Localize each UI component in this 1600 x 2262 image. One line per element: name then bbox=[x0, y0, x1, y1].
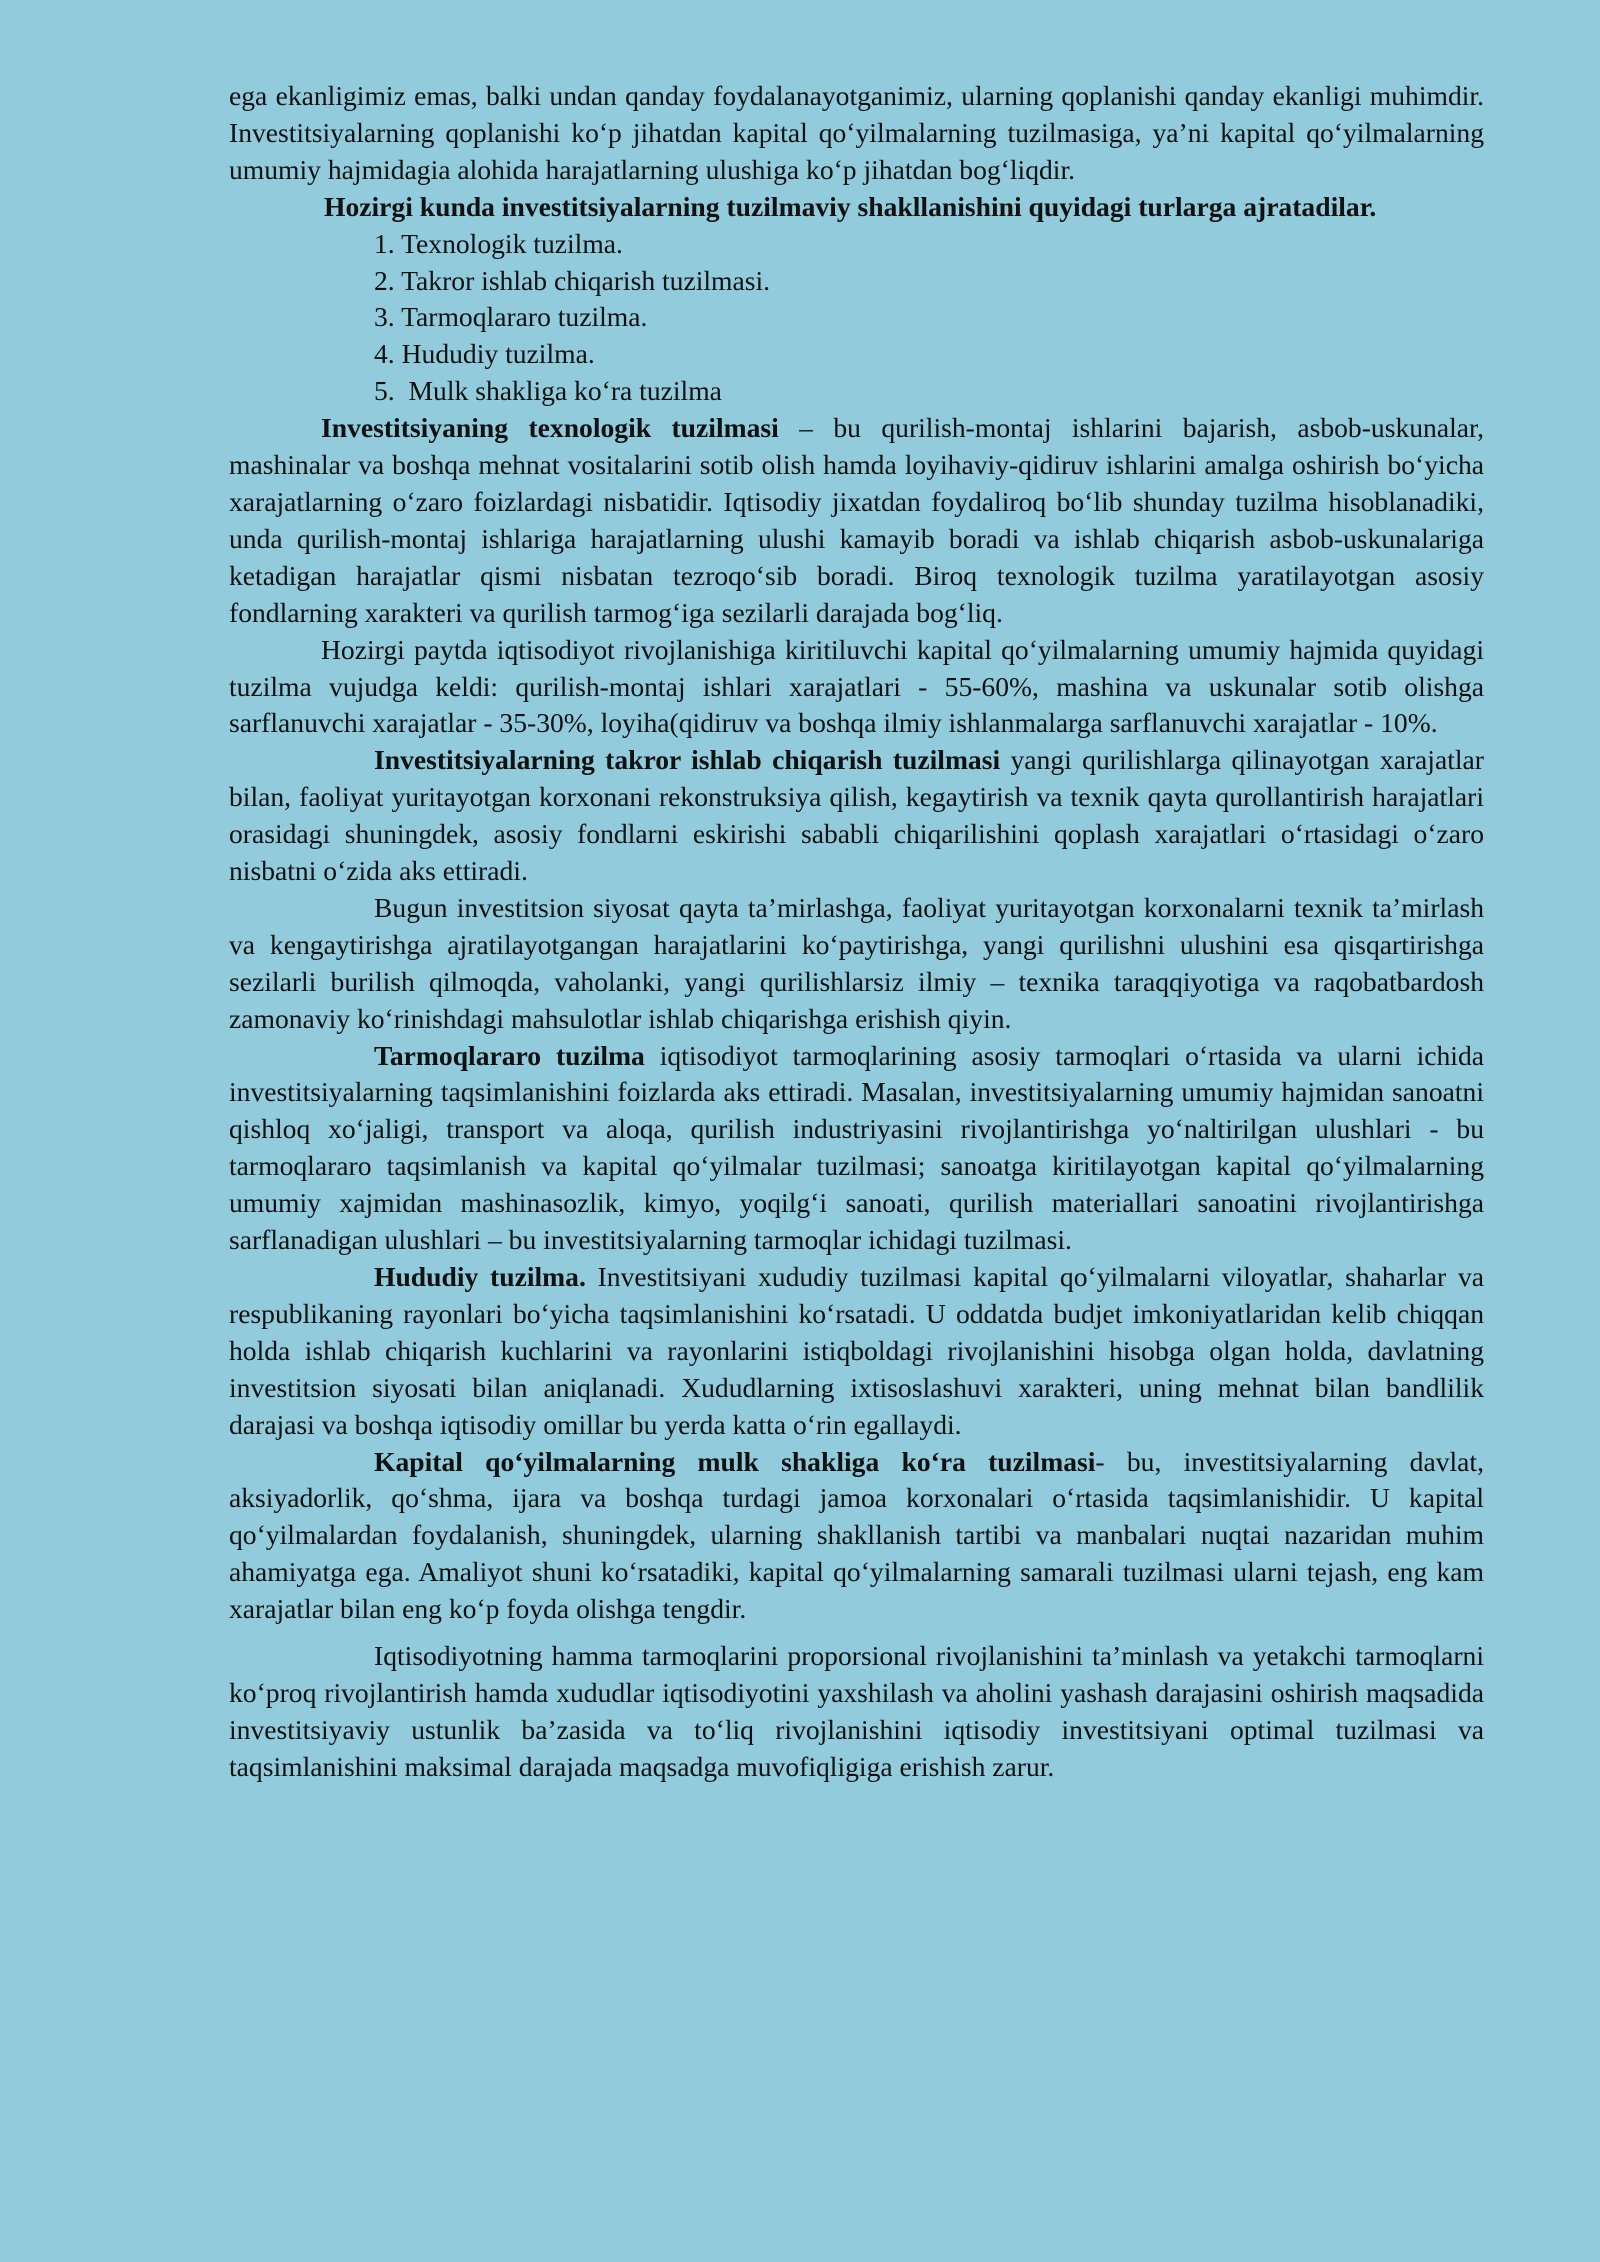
paragraph-takror bbox=[229, 742, 1484, 890]
term-texnologik: Investitsiyaning texnologik tuzilmasi bbox=[321, 412, 779, 444]
list-item bbox=[229, 299, 1484, 336]
term-mulk: Kapital qo‘yilmalarning mulk shakliga ko‘ra tuzilmasi bbox=[374, 1445, 1096, 1477]
list-item-number: 5. bbox=[374, 375, 395, 407]
body-texnologik: – bu qurilish-montaj ishlarini bajarish, asbob-uskunalar, mashinalar va boshqa mehnat vositalarini sotib olish hamda loyihaviy-qidiruv ishlarini amalga oshirish bo‘yicha xarajatlarning o‘zaro foizlardagi nisbatidir. Iqtisodiy jixatdan foydaliroq bo‘lib shunday tuzilma hisoblanadiki, unda qurilish-montaj ishlariga harajatlarning ulushi kamayib boradi va ishlab chiqarish asbob-uskunalariga ketadigan harajatlar qismi nisbatan tezroqo‘sib boradi. Biroq texnologik tuzilma yaratilayotgan asosiy fondlarning xarakteri va qurilish tarmog‘iga sezilarli darajada bog‘liq. bbox=[229, 412, 1484, 628]
list-item-number: 2. bbox=[374, 264, 395, 296]
list-item bbox=[229, 336, 1484, 373]
paragraph-tarmoq bbox=[229, 1038, 1484, 1259]
paragraph-final: Iqtisodiyotning hamma tarmoqlarini proporsional rivojlanishini ta’minlash va yetakchi tarmoqlarni ko‘proq rivojlantirish hamda xududlar iqtisodiyotini yaxshilash va aholini yashash darajasini oshirish maqsadida investitsiyaviy ustunlik ba’zasida va to‘liq rivojlanishini iqtisodiy investitsiyani optimal tuzilmasi va taqsimlanishini maksimal darajada maqsadga muvofiqligiga erishish zarur. bbox=[229, 1640, 1484, 1782]
section-heading: Hozirgi kunda investitsiyalarning tuzilmaviy shakllanishini quyidagi turlarga ajratadilar. bbox=[324, 190, 1377, 222]
list-item bbox=[229, 373, 1484, 410]
list-item-number: 3. bbox=[374, 301, 395, 333]
list-item-text: Texnologik tuzilma. bbox=[401, 227, 623, 259]
paragraph-mulk bbox=[229, 1444, 1484, 1629]
body-takror: yangi qurilishlarga qilinayotgan xarajatlar bilan, faoliyat yuritayotgan korxonani rekonstruksiya qilish, kegaytirish va texnik qayta qurollantirish harajatlari orasidagi shuningdek, asosiy fondlarni eskirishi sababli chiqarilishini qoplash xarajatlari o‘rtasidagi o‘zaro nisbatni o‘zida aks ettiradi. bbox=[229, 744, 1484, 887]
paragraph-intro: ega ekanligimiz emas, balki undan qanday foydalanayotganimiz, ularning qoplanishi qanday ekanligi muhimdir. Investitsiyalarning qoplanishi ko‘p jihatdan kapital qo‘yilmalarning tuzilmasiga, ya’ni kapital qo‘yilmalarning umumiy hajmidagia alohida harajatlarning ulushiga ko‘p jihatdan bog‘liqdir. bbox=[229, 80, 1484, 185]
term-takror: Investitsiyalarning takror ishlab chiqarish tuzilmasi bbox=[374, 744, 1001, 776]
list-item-text: Tarmoqlararo tuzilma. bbox=[401, 301, 648, 333]
list-item-text: Takror ishlab chiqarish tuzilmasi. bbox=[401, 264, 771, 296]
term-tarmoq: Tarmoqlararo tuzilma bbox=[374, 1039, 645, 1071]
paragraph-hududiy bbox=[229, 1259, 1484, 1444]
paragraph-texnologik bbox=[229, 410, 1484, 631]
body-hududiy: Investitsiyani xududiy tuzilmasi kapital qo‘yilmalarni viloyatlar, shaharlar va respublikaning rayonlari bo‘yicha taqsimlanishini ko‘rsatadi. U oddatda budjet imkoniyatlaridan kelib chiqqan holda ishlab chiqarish kuchlarini va rayonlarini istiqboldagi rivojlanishini hisobga olgan holda, davlatning investitsion siyosati bilan aniqlanadi. Xududlarning ixtisoslashuvi xarakteri, uning mehnat bilan bandlilik darajasi va boshqa iqtisodiy omillar bu yerda katta o‘rin egallaydi. bbox=[229, 1261, 1485, 1440]
term-hududiy: Hududiy tuzilma. bbox=[374, 1261, 586, 1292]
list-item bbox=[229, 263, 1484, 300]
document-page bbox=[229, 78, 1484, 1786]
paragraph-hozirgi: Hozirgi paytda iqtisodiyot rivojlanishiga kiritiluvchi kapital qo‘yilmalarning umumiy hajmida quyidagi tuzilma vujudga keldi: qurilish-montaj ishlari xarajatlari - 55-60%, mashina va uskunalar sotib olishga sarflanuvchi xarajatlar - 35-30%, loyiha(qidiruv va boshqa ilmiy ishlanmalarga sarflanuvchi xarajatlar - 10%. bbox=[229, 633, 1484, 739]
structure-types-list bbox=[229, 226, 1484, 411]
list-item-text: Mulk shakliga ko‘ra tuzilma bbox=[401, 375, 722, 407]
list-item bbox=[229, 226, 1484, 263]
paragraph-bugun: Bugun investitsion siyosat qayta ta’mirlashga, faoliyat yuritayotgan korxonalarni texnik ta’mirlash va kengaytirishga ajratilayotgangan harajatlarini ko‘paytirishga, yangi qurilishni ulushini esa qisqartirishga sezilarli burilish qilmoqda, vaholanki, yangi qurilishlarsiz ilmiy – texnika taraqqiyotiga va raqobatbardosh zamonaviy ko‘rinishdagi mahsulotlar ishlab chiqarishga erishish qiyin. bbox=[229, 891, 1484, 1034]
body-tarmoq: iqtisodiyot tarmoqlarining asosiy tarmoqlari o‘rtasida va ularni ichida investitsiyalarning taqsimlanishini foizlarda aks ettiradi. Masalan, investitsiyalarning umumiy hajmidan sanoatni qishloq xo‘jaligi, transport va aloqa, qurilish industriyasini rivojlantirishga yo‘naltirilgan ulushlari - bu tarmoqlararo taqsimlanish va kapital qo‘yilmalar tuzilmasi; sanoatga kiritilayotgan kapital qo‘yilmalarning umumiy xajmidan mashinasozlik, kimyo, yoqilg‘i sanoati, qurilish materiallari sanoatini rivojlantirishga sarflanadigan ulushlari – bu investitsiyalarning tarmoqlar ichidagi tuzilmasi. bbox=[229, 1039, 1484, 1256]
list-item-text: Hududiy tuzilma. bbox=[401, 338, 595, 370]
list-item-number: 1. bbox=[374, 227, 395, 259]
body-mulk: - bu, investitsiyalarning davlat, aksiyadorlik, qo‘shma, ijara va boshqa turdagi jamoa korxonalari o‘rtasida taqsimlanishidir. U kapital qo‘yilmalardan foydalanish, shuningdek, ularning shakllanish tartibi va manbalari nuqtai nazaridan muhim ahamiyatga ega. Amaliyot shuni ko‘rsatadiki, kapital qo‘yilmalarning samarali tuzilmasi ularni tejash, eng kam xarajatlar bilan eng ko‘p foyda olishga tengdir. bbox=[229, 1445, 1484, 1625]
list-item-number: 4. bbox=[374, 338, 395, 370]
